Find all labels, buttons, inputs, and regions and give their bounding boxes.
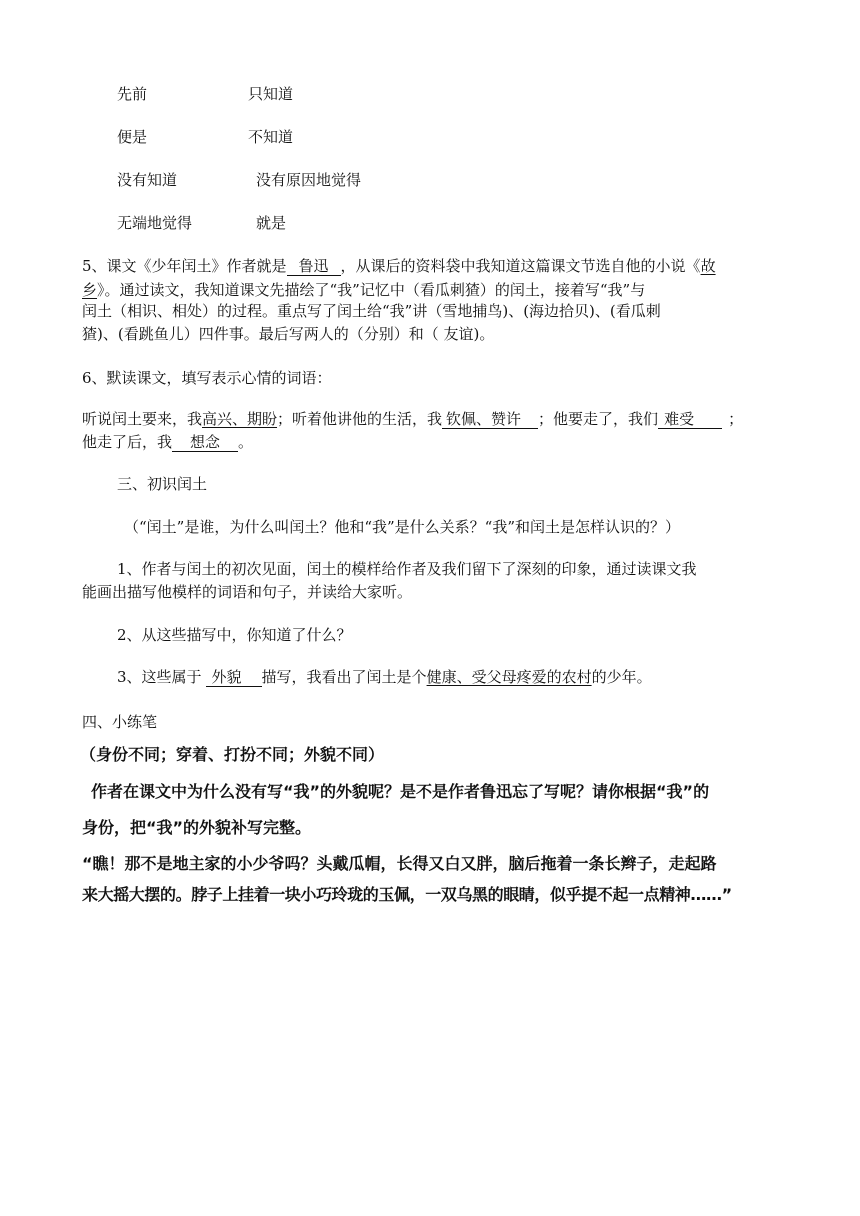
pair-left-2: 便是 — [117, 128, 148, 146]
q6-title: 6、默读课文，填写表示心情的词语： — [82, 369, 332, 387]
s3-q3 — [117, 667, 652, 687]
pair-right-1: 只知道 — [248, 85, 294, 103]
section-4-task-line-1: 作者在课文中为什么没有写“我”的外貌呢？是不是作者鲁迅忘了写呢？请你根据“我”的 — [91, 782, 710, 801]
q5-line-2 — [82, 280, 645, 300]
section-4-hint: （身份不同；穿着、打扮不同；外貌不同） — [80, 745, 385, 764]
section-4-heading: 四、小练笔 — [82, 713, 158, 731]
q5-line-3: 闰土（相识、相处）的过程。重点写了闰土给“我”讲（雪地捕鸟)、(海边拾贝)、(看瓜刺 — [82, 302, 661, 320]
s3-q1-line-1: 1、作者与闰土的初次见面，闰土的模样给作者及我们留下了深刻的印象，通过读课文我 — [117, 560, 697, 578]
pair-right-4: 就是 — [256, 214, 287, 232]
q6-blank-3: 难受 — [658, 410, 722, 429]
pair-left-4: 无端地觉得 — [117, 214, 193, 232]
q5-text-b: ，从课后的资料袋中我知道这篇课文节选自他的小说《 — [340, 257, 701, 275]
q6-text-d: ； — [728, 410, 744, 428]
q6-blank-2: 钦佩、赞许 — [442, 410, 538, 429]
q5-novel-part-2: 乡 — [82, 281, 98, 299]
section-4-task-line-2: 身份，把“我”的外貌补写完整。 — [82, 818, 312, 837]
section-3-intro: （“闰土”是谁，为什么叫闰土？他和“我”是什么关系？“我”和闰土是怎样认识的？） — [124, 518, 681, 536]
q6-text-c: ；他要走了，我们 — [538, 410, 659, 428]
s3-q3-text-b: 描写，我看出了闰土是个 — [261, 668, 427, 686]
s3-q3-text-a: 3、这些属于 — [117, 668, 202, 686]
s3-q1-line-2: 能画出描写他模样的词语和句子，并读给大家听。 — [82, 583, 413, 601]
q5-author-blank: 鲁迅 — [287, 257, 341, 276]
pair-right-3: 没有原因地觉得 — [256, 171, 362, 189]
q5-text-c: 》。通过读文，我知道课文先描绘了“我”记忆中（看瓜刺猹）的闰土，接着写“我”与 — [97, 281, 646, 299]
q6-text-a: 听说闰土要来，我 — [82, 410, 203, 428]
section-4-answer-line-2: 来大摇大摆的。脖子上挂着一块小巧玲珑的玉佩，一双乌黑的眼睛，似乎提不起一点精神……” — [82, 885, 732, 904]
q6-text-f: 。 — [238, 433, 254, 451]
s3-q3-text-c: 的少年。 — [591, 668, 652, 686]
q6-blank-1: 高兴、期盼 — [202, 410, 278, 428]
q5-novel-part-1: 故 — [700, 257, 716, 275]
q6-line-2 — [82, 432, 253, 452]
pair-left-3: 没有知道 — [117, 171, 178, 189]
q5-line-1 — [82, 256, 716, 276]
q5-text-a: 5、课文《少年闰土》作者就是 — [82, 257, 287, 275]
section-4-answer-line-1: “瞧！那不是地主家的小少爷吗？头戴瓜帽，长得又白又胖，脑后拖着一条长辫子，走起路 — [82, 854, 717, 873]
q6-blank-4: 想念 — [172, 433, 238, 452]
q6-line-1 — [82, 409, 743, 429]
q6-text-b: ；听着他讲他的生活，我 — [277, 410, 443, 428]
pair-left-1: 先前 — [117, 85, 148, 103]
section-3-heading: 三、初识闰土 — [117, 475, 208, 493]
s3-q2: 2、从这些描写中，你知道了什么？ — [117, 626, 352, 644]
q5-line-4: 猹)、(看跳鱼儿）四件事。最后写两人的（分别）和（ 友谊)。 — [82, 325, 495, 343]
s3-q3-blank-2: 健康、受父母疼爱的农村 — [426, 668, 592, 686]
s3-q3-blank-1: 外貌 — [206, 668, 262, 687]
q6-text-e: 他走了后，我 — [82, 433, 173, 451]
pair-right-2: 不知道 — [248, 128, 294, 146]
